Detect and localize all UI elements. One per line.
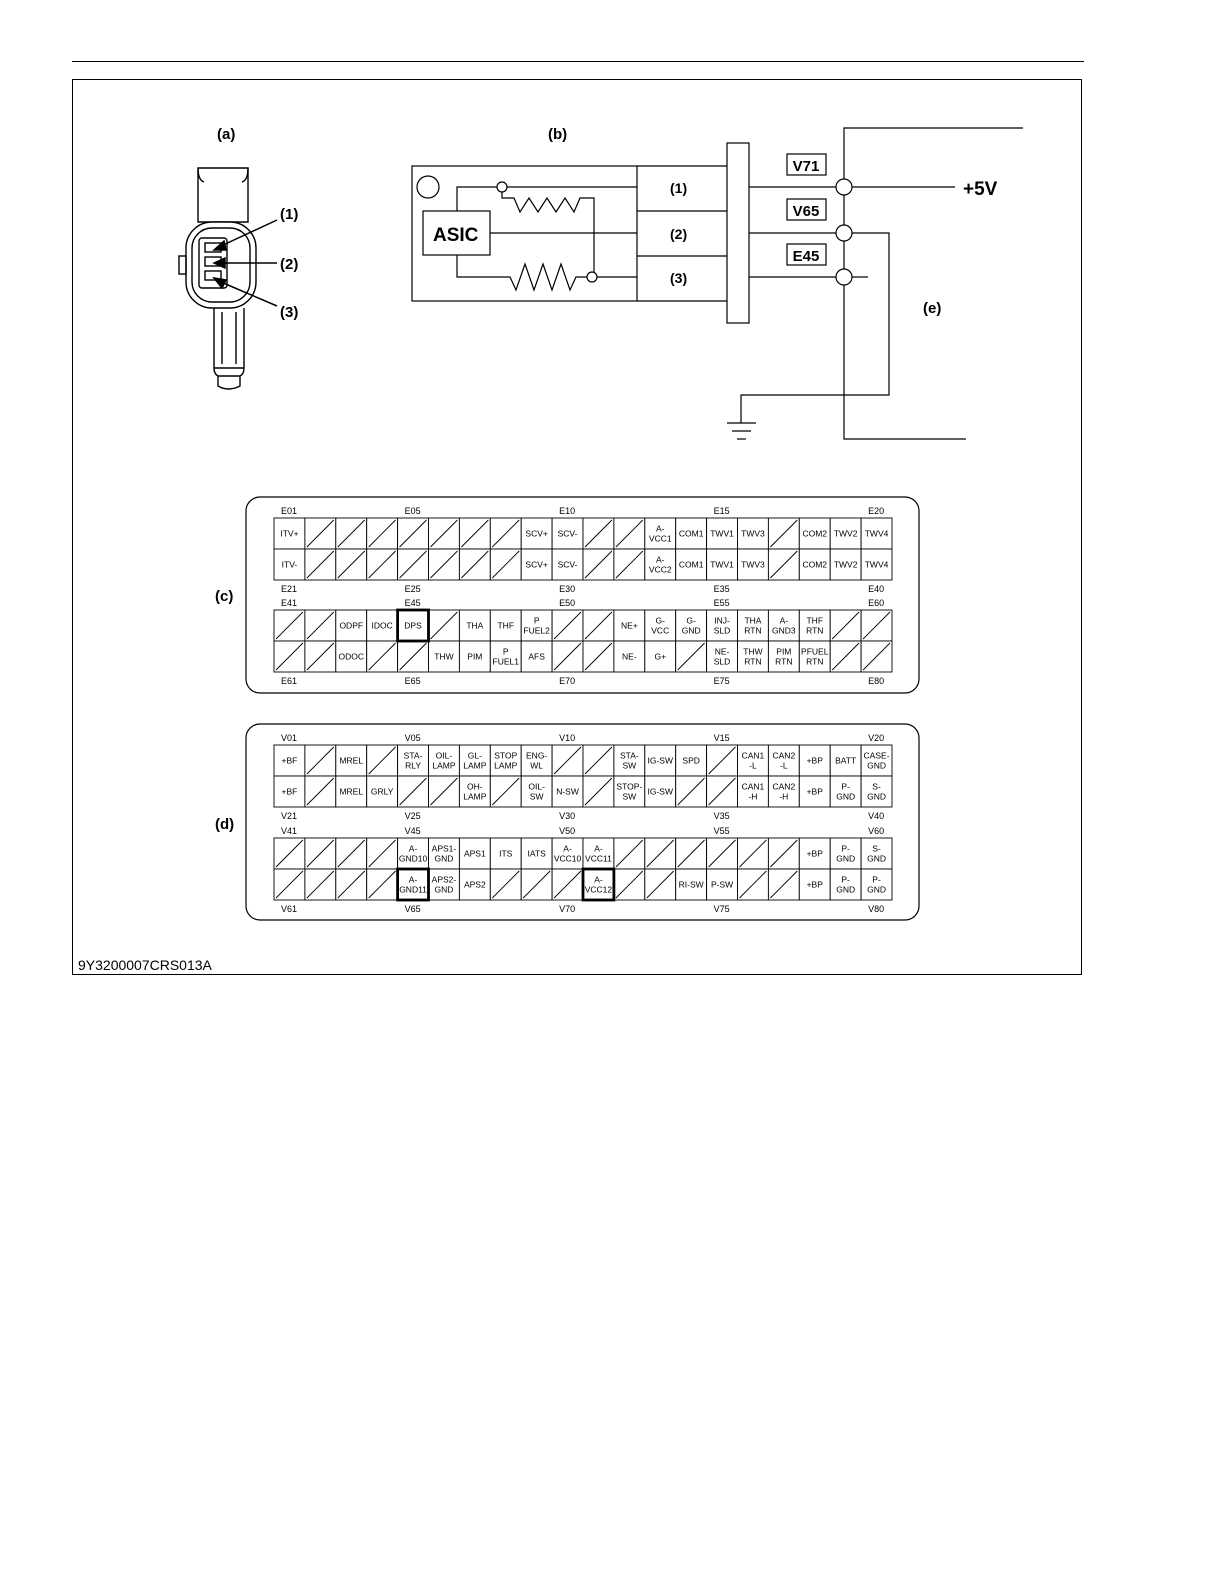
- connector-d-pin-name: APS1: [463, 848, 486, 859]
- connector-c-pin-name: SCV-: [557, 528, 578, 539]
- connector-c-pin-number: E80: [868, 676, 885, 686]
- connector-c-pin-number: E40: [868, 584, 885, 594]
- connector-d-pin-name: OIL-SW: [528, 781, 545, 802]
- connector-c-pin-number: E20: [868, 506, 885, 516]
- connector-d-pin-name: CAN1 -H: [741, 781, 765, 802]
- connector-d-pin-name: N-SW: [556, 786, 579, 797]
- connector-d-pin-number: V80: [868, 904, 885, 914]
- sensor-pin-3-label: (3): [280, 304, 299, 321]
- connector-d-pin-number: V41: [281, 826, 298, 836]
- connector-c-pin-name: P FUEL2: [523, 615, 550, 636]
- label-d: (d): [215, 816, 235, 833]
- connector-d-pin-name: CAN1 -L: [741, 750, 765, 771]
- connector-d-pin-number: V75: [713, 904, 730, 914]
- connector-d-pin-number: V20: [868, 733, 885, 743]
- connector-d-pin-name: STA-SW: [619, 750, 639, 771]
- connector-d-pin-name: OH-LAMP: [463, 781, 487, 802]
- connector-d-pin-name: A-VCC10: [553, 843, 582, 864]
- connector-c-pin-name: SCV-: [557, 559, 578, 570]
- sensor-pin-1-label: (1): [280, 206, 299, 223]
- connector-d-pin-name: A-VCC12: [584, 874, 613, 895]
- connector-c-pin-name: G-GND: [681, 615, 701, 636]
- connector-c-pin-name: COM1: [678, 559, 704, 570]
- circuit-pin-1: (1): [670, 180, 688, 196]
- connector-c-pin-number: E15: [713, 506, 730, 516]
- connector-c-pin-name: A-VCC1: [648, 523, 672, 544]
- asic-label: ASIC: [433, 225, 479, 246]
- connector-c-pin-name: TWV4: [864, 528, 889, 539]
- connector-d-pin-number: V40: [868, 811, 885, 821]
- connector-c-pin-name: NE+: [620, 620, 638, 631]
- connector-d-pin-name: APS2: [463, 879, 486, 890]
- connector-d-pin-name: APS2-GND: [431, 874, 457, 895]
- connector-c-pin-number: E30: [559, 584, 576, 594]
- connector-d-pin-name: GL-LAMP: [463, 750, 487, 771]
- connector-c-pin-name: THW RTN: [743, 646, 763, 667]
- connector-d-pin-number: V01: [281, 733, 298, 743]
- connector-d-pin-name: +BP: [806, 879, 823, 890]
- connector-d-pin-name: +BF: [281, 786, 298, 797]
- connector-d-pin-name: STOP-SW: [616, 781, 643, 802]
- connector-c-pin-number: E61: [281, 676, 298, 686]
- connector-c-pin-number: E45: [404, 598, 421, 608]
- connector-d-pin-number: V55: [713, 826, 730, 836]
- connector-d-pin-name: CASE-GND: [863, 750, 890, 771]
- connector-d-pin-number: V05: [404, 733, 421, 743]
- connector-d-pin-number: V30: [559, 811, 576, 821]
- connector-c-pin-name: ODPF: [339, 620, 364, 631]
- connector-d-pin-name: +BP: [806, 786, 823, 797]
- connector-c-pin-name: SCV+: [525, 559, 548, 570]
- connector-c-pin-name: TWV3: [741, 528, 765, 539]
- circuit-pin-3: (3): [670, 270, 688, 286]
- label-c: (c): [215, 588, 234, 605]
- connector-d-pin-name: SPD: [682, 755, 700, 766]
- connector-d-pin-number: V61: [281, 904, 298, 914]
- terminal-v71: V71: [792, 158, 820, 175]
- sensor-circuit: [412, 128, 1023, 439]
- connector-c-pin-name: SCV+: [525, 528, 548, 539]
- connector-c-pin-name: THW: [434, 651, 454, 662]
- connector-d-pin-name: P-GND: [836, 874, 856, 895]
- connector-c-pin-name: A-GND3: [772, 615, 796, 636]
- connector-d-pin-name: P-GND: [836, 781, 856, 802]
- connector-c-pin-number: E75: [713, 676, 730, 686]
- connector-d-pin-name: +BP: [806, 848, 823, 859]
- connector-d-pin-name: S-GND: [867, 843, 886, 864]
- connector-d-pin-name: +BF: [281, 755, 298, 766]
- sensor-pin-2-label: (2): [280, 256, 299, 273]
- connector-c-pin-name: P FUEL1: [492, 646, 519, 667]
- connector-d-pin-name: ITS: [499, 848, 513, 859]
- connector-c-pin-name: TWV1: [710, 528, 734, 539]
- connector-d-pin-name: APS1-GND: [431, 843, 457, 864]
- connector-c-pin-number: E70: [559, 676, 576, 686]
- connector-d-pin-name: CAN2 -H: [772, 781, 796, 802]
- connector-d-pin-name: P-GND: [836, 843, 856, 864]
- connector-d-pin-name: IG-SW: [647, 755, 673, 766]
- connector-c-pin-name: A-VCC2: [648, 554, 672, 575]
- connector-d-pin-name: A-GND10: [398, 843, 428, 864]
- connector-c-pin-name: THA: [466, 620, 484, 631]
- connector-c-pin-number: E05: [404, 506, 421, 516]
- connector-c-pin-number: E41: [281, 598, 298, 608]
- connector-c-pin-name: PIM RTN: [775, 646, 793, 667]
- connector-d-pin-name: +BP: [806, 755, 823, 766]
- connector-d-pin-number: V25: [404, 811, 421, 821]
- connector-d-pin-number: V65: [404, 904, 421, 914]
- connector-d-pin-number: V70: [559, 904, 576, 914]
- connector-c-pin-number: E25: [404, 584, 421, 594]
- connector-c-pin-name: ITV-: [281, 559, 298, 570]
- connector-c-pin-name: TWV3: [741, 559, 765, 570]
- connector-c-pin-number: E50: [559, 598, 576, 608]
- connector-c-pin-name: ODOC: [338, 651, 364, 662]
- connector-c-pin-name: INJ-SLD: [713, 615, 731, 636]
- connector-d: [274, 733, 892, 914]
- connector-d-pin-number: V60: [868, 826, 885, 836]
- connector-d-pin-name: MREL: [339, 786, 364, 797]
- connector-c-pin-name: COM2: [802, 559, 828, 570]
- connector-c-pin-name: COM1: [678, 528, 704, 539]
- supply-label: +5V: [963, 179, 998, 200]
- label-b: (b): [548, 126, 568, 143]
- connector-c-pin-name: NE-: [622, 651, 637, 662]
- terminal-v65: V65: [792, 203, 820, 220]
- connector-c-pin-number: E65: [404, 676, 421, 686]
- connector-c-pin-name: ITV+: [280, 528, 299, 539]
- connector-d-pin-number: V35: [713, 811, 730, 821]
- connector-c-pin-number: E21: [281, 584, 298, 594]
- connector-c-pin-name: G-VCC: [651, 615, 670, 636]
- label-a: (a): [217, 126, 236, 143]
- connector-d-pin-number: V50: [559, 826, 576, 836]
- connector-c-pin-name: THF RTN: [806, 615, 824, 636]
- connector-c-pin-name: THA RTN: [744, 615, 762, 636]
- connector-d-pin-name: P-GND: [867, 874, 886, 895]
- connector-d-pin-name: S-GND: [867, 781, 886, 802]
- connector-d-pin-number: V15: [713, 733, 730, 743]
- connector-c-pin-name: NE-SLD: [713, 646, 731, 667]
- connector-c-pin-number: E35: [713, 584, 730, 594]
- connector-d-pin-name: P-SW: [710, 879, 734, 890]
- connector-d-pin-number: V21: [281, 811, 298, 821]
- connector-d-pin-name: RI-SW: [678, 879, 704, 890]
- connector-d-pin-name: IATS: [527, 848, 546, 859]
- connector-c-pin-name: IDOC: [371, 620, 393, 631]
- figure-code: 9Y3200007CRS013A: [78, 957, 212, 973]
- connector-c-pin-number: E01: [281, 506, 298, 516]
- connector-c-pin-name: PIM: [467, 651, 483, 662]
- connector-c-pin-name: TWV1: [710, 559, 734, 570]
- connector-c-pin-name: THF: [497, 620, 515, 631]
- connector-d-pin-name: GRLY: [370, 786, 394, 797]
- terminal-e45: E45: [792, 248, 820, 265]
- connector-c-pin-name: DPS: [404, 620, 422, 631]
- connector-c-pin-number: E55: [713, 598, 730, 608]
- connector-c-pin-number: E10: [559, 506, 576, 516]
- connector-d-pin-number: V10: [559, 733, 576, 743]
- connector-c-pin-name: TWV2: [833, 528, 858, 539]
- connector-d-pin-name: MREL: [339, 755, 364, 766]
- label-e: (e): [923, 300, 942, 317]
- circuit-pin-2: (2): [670, 226, 688, 242]
- connector-d-pin-name: STA-RLY: [403, 750, 423, 771]
- connector-d-pin-name: IG-SW: [647, 786, 673, 797]
- connector-c-pin-number: E60: [868, 598, 885, 608]
- connector-c-pin-name: COM2: [802, 528, 828, 539]
- connector-d-pin-name: A-VCC11: [585, 843, 612, 864]
- connector-d-pin-name: STOP LAMP: [494, 750, 518, 771]
- connector-d-pin-name: CAN2 -L: [772, 750, 796, 771]
- connector-c: [274, 506, 892, 686]
- connector-d-pin-name: BATT: [835, 755, 857, 766]
- connector-c-pin-name: G+: [654, 651, 667, 662]
- connector-d-pin-name: A-GND11: [399, 874, 427, 895]
- connector-d-pin-name: ENG-WL: [526, 750, 548, 771]
- connector-d-pin-number: V45: [404, 826, 421, 836]
- connector-c-pin-name: AFS: [528, 651, 545, 662]
- connector-c-pin-name: PFUEL RTN: [801, 646, 829, 667]
- connector-c-pin-name: TWV2: [833, 559, 858, 570]
- connector-c-pin-name: TWV4: [864, 559, 889, 570]
- connector-d-pin-name: OIL-LAMP: [432, 750, 456, 771]
